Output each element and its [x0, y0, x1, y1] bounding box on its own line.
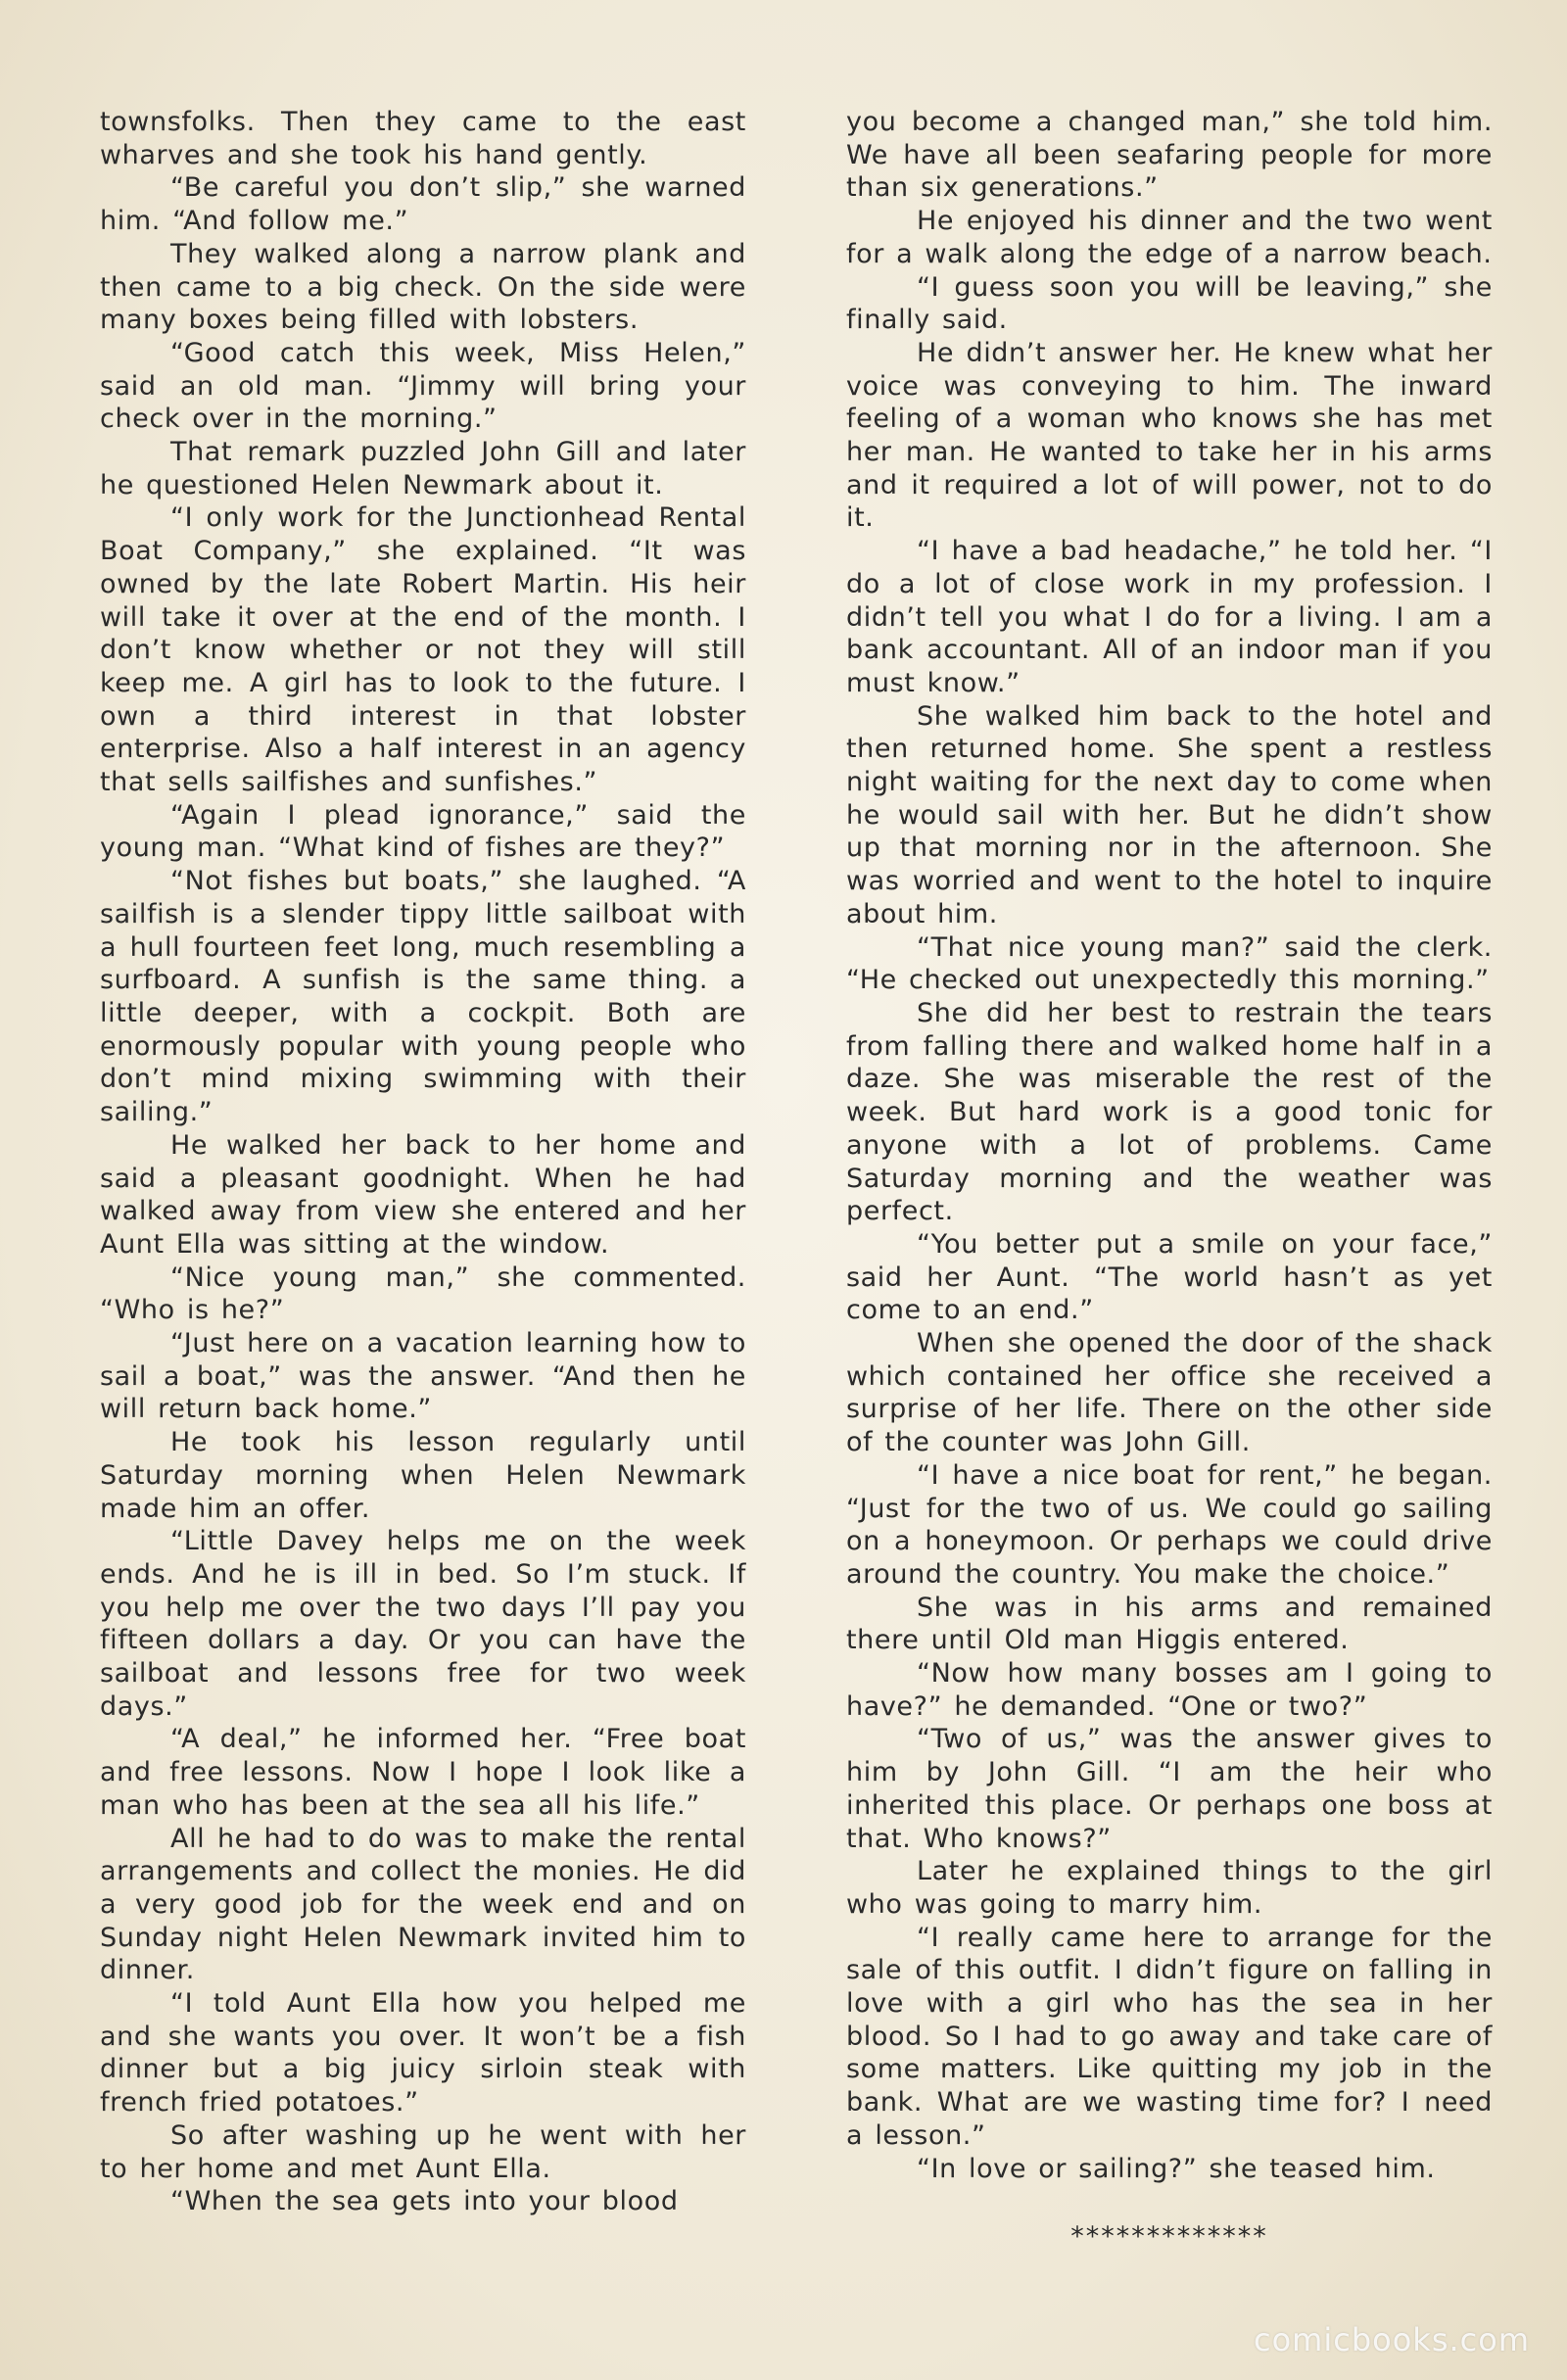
paragraph: “I have a nice boat for rent,” he began. “Just for the two of us. We could go sailing on a honeymoon. Or perhaps we could drive around the country. You make the choice.” — [846, 1459, 1493, 1590]
paragraph: “In love or sailing?” she teased him. — [917, 2153, 1436, 2184]
paragraph: He took his lesson regularly until Saturday morning when Helen Newmark made him an offer. — [100, 1427, 746, 1524]
paragraph: “I guess soon you will be leaving,” she finally said. — [846, 271, 1493, 336]
paragraph: “Little Davey helps me on the week ends. And he is ill in bed. So I’m stuck. If you help me over the two days I’ll pay you fifteen dollars a day. Or you can have the sailboat and lessons free for two week days.” — [100, 1526, 746, 1722]
paragraph: townsfolks. Then they came to the east wharves and she took his hand gently. — [100, 107, 746, 170]
paragraph: “A deal,” he informed her. “Free boat and free lessons. Now I hope I look like a man who has been at the sea all his life.” — [100, 1724, 746, 1821]
paragraph: He walked her back to her home and said a pleasant goodnight. When he had walked away from view she entered and her Aunt Ella was sitting at the window. — [100, 1129, 746, 1260]
paragraph: “Just here on a vacation learning how to sail a boat,” was the answer. “And then he will return back home.” — [100, 1328, 746, 1425]
paragraph: When she opened the door of the shack which contained her office she received a surprise of her life. There on the other side of the counter was John Gill. — [846, 1328, 1493, 1458]
paragraph: you become a changed man,” she told him. We have all been seafaring people for more than six generations.” — [846, 107, 1493, 204]
paragraph: “Two of us,” was the answer gives to him by John Gill. “I am the heir who inherited this place. Or perhaps one boss at that. Who knows?” — [846, 1724, 1493, 1854]
paragraph: He didn’t answer her. He knew what her voice was conveying to him. The inward feeling of a woman who knows she has met her man. He wanted to take her in his arms and it required a lot of will power, not to do it. — [846, 337, 1493, 534]
paragraph: They walked along a narrow plank and then came to a big check. On the side were many boxes being filled with lobsters. — [100, 238, 746, 336]
paragraph: “You better put a smile on your face,” said her Aunt. “The world hasn’t as yet come to an end.” — [846, 1228, 1493, 1326]
paragraph: She did her best to restrain the tears from falling there and walked home half in a daze. She was miserable the rest of the week. But hard work is a good tonic for anyone with a lot of problems. Came Saturday morning and the weather was perfect. — [846, 997, 1493, 1227]
left-text-column — [100, 106, 746, 2218]
paragraph: “When the sea gets into your blood — [170, 2186, 679, 2217]
paragraph: “Be careful you don’t slip,” she warned him. “And follow me.” — [100, 172, 746, 237]
paragraph: She walked him back to the hotel and then returned home. She spent a restless night waiting for the next day to come when he would sail with her. But he didn’t show up that morning nor in the afternoon. She was worried and went to the hotel to inquire about him. — [846, 700, 1493, 929]
paragraph: “Now how many bosses am I going to have?” he demanded. “One or two?” — [846, 1658, 1493, 1722]
watermark: comicbooks.com — [1253, 2321, 1530, 2358]
paragraph: “Nice young man,” she commented. “Who is he?” — [100, 1261, 746, 1326]
paragraph: Later he explained things to the girl who was going to marry him. — [846, 1856, 1493, 1920]
paragraph: “Good catch this week, Miss Helen,” said an old man. “Jimmy will bring your check over in the morning.” — [100, 337, 746, 435]
paragraph: “Again I plead ignorance,” said the young man. “What kind of fishes are they?” — [100, 799, 746, 864]
paragraph: “That nice young man?” said the clerk. “He checked out unexpectedly this morning.” — [846, 931, 1493, 996]
paragraph: “I only work for the Junctionhead Rental Boat Company,” she explained. “It was owned by the late Robert Martin. His heir will take it over at the end of the month. I don’t know whether or not they will still keep me. A girl has to look to the future. I own a third interest in that lobster enterprise. Also a half interest in an agency that sells sailfishes and sunfishes.” — [100, 502, 746, 798]
paragraph: “Not fishes but boats,” she laughed. “A sailfish is a slender tippy little sailboat with a hull fourteen feet long, much resembling a surfboard. A sunfish is the same thing. a little deeper, with a cockpit. Both are enormously popular with young people who don’t mind mixing swimming with their sailing.” — [100, 866, 746, 1128]
paragraph: “I told Aunt Ella how you helped me and she wants you over. It won’t be a fish dinner but a big juicy sirloin steak with french fried potatoes.” — [100, 1988, 746, 2118]
paragraph: That remark puzzled John Gill and later he questioned Helen Newmark about it. — [100, 437, 746, 500]
paragraph: So after washing up he went with her to her home and met Aunt Ella. — [100, 2119, 746, 2184]
paragraph: She was in his arms and remained there until Old man Higgis entered. — [846, 1592, 1493, 1656]
right-text-column — [846, 106, 1493, 2254]
paragraph: “I have a bad headache,” he told her. “I do a lot of close work in my profession. I didn’t tell you what I do for a living. I am a bank accountant. All of an indoor man if you must know.” — [846, 536, 1493, 698]
paragraph: All he had to do was to make the rental arrangements and collect the monies. He did a very good job for the week end and on Sunday night Helen Newmark invited him to dinner. — [100, 1823, 746, 1986]
end-mark: ************* — [1070, 2221, 1268, 2253]
paragraph: “I really came here to arrange for the sale of this outfit. I didn’t figure on falling in love with a girl who has the sea in her blood. So I had to go away and take care of some matters. Like quitting my job in the bank. What are we wasting time for? I need a lesson.” — [846, 1922, 1493, 2151]
paragraph: He enjoyed his dinner and the two went for a walk along the edge of a narrow beach. — [846, 206, 1493, 269]
